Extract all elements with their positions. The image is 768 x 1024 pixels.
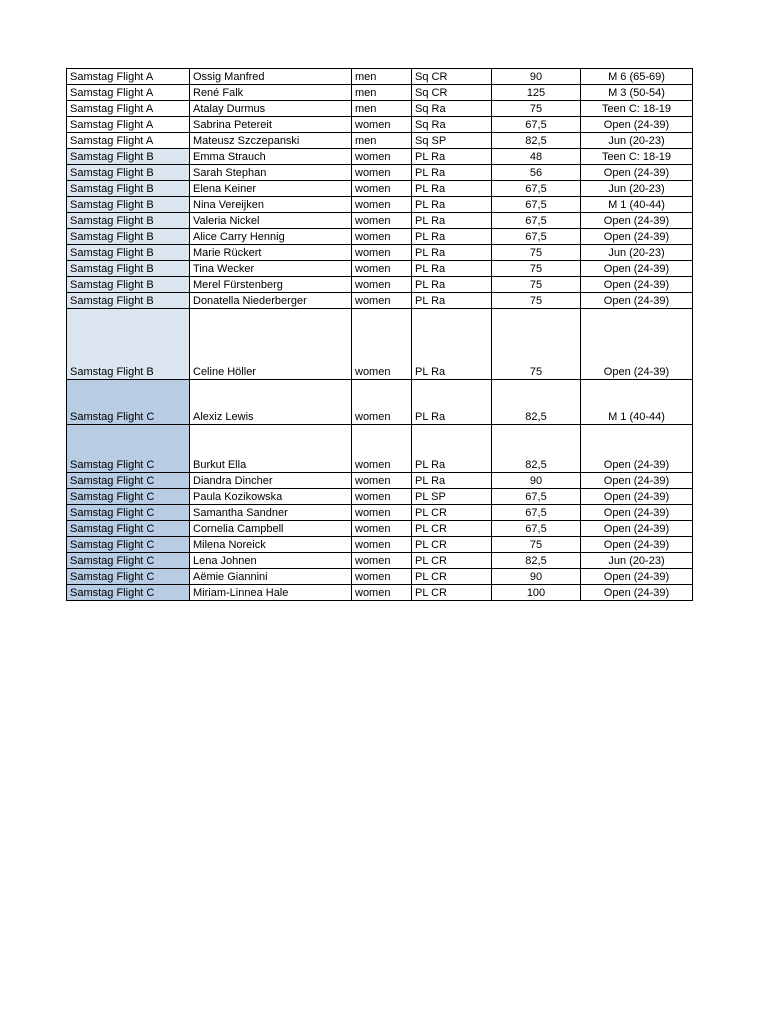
athlete-name-cell: Ossig Manfred [190, 69, 352, 85]
gender-cell: women [352, 425, 412, 473]
weight-class-cell: 67,5 [492, 117, 581, 133]
athlete-name-cell: Nina Vereijken [190, 197, 352, 213]
gender-cell: women [352, 521, 412, 537]
gender-cell: women [352, 585, 412, 601]
table-row [67, 521, 693, 537]
gender-cell: men [352, 85, 412, 101]
event-cell: PL Ra [412, 149, 492, 165]
flight-cell: Samstag Flight C [67, 473, 190, 489]
athlete-name-cell: Mateusz Szczepanski [190, 133, 352, 149]
table-row [67, 425, 693, 473]
weight-class-cell: 90 [492, 569, 581, 585]
athlete-name-cell: Aëmie Giannini [190, 569, 352, 585]
event-cell: PL Ra [412, 213, 492, 229]
event-cell: PL CR [412, 585, 492, 601]
flight-cell: Samstag Flight C [67, 537, 190, 553]
event-cell: PL Ra [412, 293, 492, 309]
event-cell: PL CR [412, 521, 492, 537]
table-row [67, 133, 693, 149]
flight-cell: Samstag Flight B [67, 165, 190, 181]
gender-cell: men [352, 133, 412, 149]
age-category-cell: Open (24-39) [581, 261, 693, 277]
weight-class-cell: 90 [492, 69, 581, 85]
gender-cell: women [352, 213, 412, 229]
age-category-cell: M 1 (40-44) [581, 197, 693, 213]
event-cell: PL CR [412, 537, 492, 553]
flight-cell: Samstag Flight B [67, 277, 190, 293]
gender-cell: men [352, 101, 412, 117]
athlete-name-cell: Donatella Niederberger [190, 293, 352, 309]
weight-class-cell: 75 [492, 293, 581, 309]
flight-cell: Samstag Flight A [67, 101, 190, 117]
gender-cell: women [352, 473, 412, 489]
gender-cell: women [352, 229, 412, 245]
age-category-cell: Open (24-39) [581, 229, 693, 245]
weight-class-cell: 67,5 [492, 213, 581, 229]
gender-cell: women [352, 165, 412, 181]
gender-cell: women [352, 537, 412, 553]
weight-class-cell: 67,5 [492, 181, 581, 197]
event-cell: Sq CR [412, 85, 492, 101]
weight-class-cell: 67,5 [492, 521, 581, 537]
age-category-cell: Jun (20-23) [581, 181, 693, 197]
weight-class-cell: 100 [492, 585, 581, 601]
athlete-name-cell: René Falk [190, 85, 352, 101]
flight-cell: Samstag Flight B [67, 309, 190, 380]
event-cell: PL CR [412, 569, 492, 585]
athlete-name-cell: Alexiz Lewis [190, 380, 352, 425]
weight-class-cell: 75 [492, 101, 581, 117]
flight-cell: Samstag Flight B [67, 229, 190, 245]
table-body [67, 69, 693, 601]
table-row [67, 149, 693, 165]
athlete-name-cell: Sabrina Petereit [190, 117, 352, 133]
gender-cell: women [352, 553, 412, 569]
table-row [67, 213, 693, 229]
age-category-cell: Open (24-39) [581, 213, 693, 229]
flight-cell: Samstag Flight B [67, 293, 190, 309]
event-cell: Sq Ra [412, 101, 492, 117]
gender-cell: women [352, 245, 412, 261]
event-cell: Sq Ra [412, 117, 492, 133]
gender-cell: women [352, 309, 412, 380]
flight-cell: Samstag Flight B [67, 149, 190, 165]
flight-cell: Samstag Flight B [67, 261, 190, 277]
athlete-name-cell: Samantha Sandner [190, 505, 352, 521]
event-cell: PL Ra [412, 197, 492, 213]
event-cell: PL SP [412, 489, 492, 505]
flight-cell: Samstag Flight A [67, 69, 190, 85]
table-row [67, 489, 693, 505]
weight-class-cell: 75 [492, 261, 581, 277]
flight-cell: Samstag Flight C [67, 380, 190, 425]
flight-cell: Samstag Flight C [67, 425, 190, 473]
weight-class-cell: 90 [492, 473, 581, 489]
weight-class-cell: 67,5 [492, 197, 581, 213]
weight-class-cell: 75 [492, 277, 581, 293]
flight-cell: Samstag Flight B [67, 213, 190, 229]
event-cell: PL Ra [412, 277, 492, 293]
athlete-name-cell: Lena Johnen [190, 553, 352, 569]
table-row [67, 277, 693, 293]
age-category-cell: M 1 (40-44) [581, 380, 693, 425]
age-category-cell: Open (24-39) [581, 277, 693, 293]
athlete-name-cell: Paula Kozikowska [190, 489, 352, 505]
table-row [67, 537, 693, 553]
athlete-name-cell: Milena Noreick [190, 537, 352, 553]
age-category-cell: Teen C: 18-19 [581, 149, 693, 165]
table-row [67, 85, 693, 101]
flight-cell: Samstag Flight B [67, 181, 190, 197]
age-category-cell: Open (24-39) [581, 473, 693, 489]
event-cell: PL Ra [412, 229, 492, 245]
gender-cell: women [352, 181, 412, 197]
weight-class-cell: 82,5 [492, 380, 581, 425]
gender-cell: women [352, 149, 412, 165]
age-category-cell: M 6 (65-69) [581, 69, 693, 85]
event-cell: PL Ra [412, 165, 492, 181]
table-row [67, 293, 693, 309]
age-category-cell: Open (24-39) [581, 117, 693, 133]
flight-cell: Samstag Flight C [67, 505, 190, 521]
table-row [67, 165, 693, 181]
event-cell: PL Ra [412, 181, 492, 197]
athlete-name-cell: Alice Carry Hennig [190, 229, 352, 245]
weight-class-cell: 67,5 [492, 489, 581, 505]
weight-class-cell: 82,5 [492, 553, 581, 569]
table-row [67, 117, 693, 133]
gender-cell: women [352, 197, 412, 213]
gender-cell: men [352, 69, 412, 85]
athlete-name-cell: Cornelia Campbell [190, 521, 352, 537]
gender-cell: women [352, 569, 412, 585]
weight-class-cell: 56 [492, 165, 581, 181]
athlete-name-cell: Emma Strauch [190, 149, 352, 165]
athlete-name-cell: Tina Wecker [190, 261, 352, 277]
flight-cell: Samstag Flight A [67, 85, 190, 101]
athlete-name-cell: Merel Fürstenberg [190, 277, 352, 293]
event-cell: Sq CR [412, 69, 492, 85]
athlete-name-cell: Elena Keiner [190, 181, 352, 197]
athlete-name-cell: Celine Höller [190, 309, 352, 380]
table-row [67, 505, 693, 521]
age-category-cell: Teen C: 18-19 [581, 101, 693, 117]
weight-class-cell: 75 [492, 537, 581, 553]
event-cell: PL Ra [412, 245, 492, 261]
event-cell: PL CR [412, 505, 492, 521]
flight-roster-table [66, 68, 693, 601]
athlete-name-cell: Miriam-Linnea Hale [190, 585, 352, 601]
age-category-cell: Open (24-39) [581, 569, 693, 585]
gender-cell: women [352, 380, 412, 425]
age-category-cell: Open (24-39) [581, 585, 693, 601]
gender-cell: women [352, 293, 412, 309]
age-category-cell: Open (24-39) [581, 309, 693, 380]
age-category-cell: Jun (20-23) [581, 553, 693, 569]
flight-cell: Samstag Flight C [67, 489, 190, 505]
athlete-name-cell: Diandra Dincher [190, 473, 352, 489]
age-category-cell: Open (24-39) [581, 425, 693, 473]
table-row [67, 197, 693, 213]
weight-class-cell: 48 [492, 149, 581, 165]
gender-cell: women [352, 505, 412, 521]
event-cell: PL CR [412, 553, 492, 569]
athlete-name-cell: Atalay Durmus [190, 101, 352, 117]
age-category-cell: Open (24-39) [581, 489, 693, 505]
table-row [67, 69, 693, 85]
table-row [67, 261, 693, 277]
flight-cell: Samstag Flight A [67, 117, 190, 133]
gender-cell: women [352, 277, 412, 293]
flight-cell: Samstag Flight C [67, 521, 190, 537]
event-cell: PL Ra [412, 309, 492, 380]
flight-cell: Samstag Flight B [67, 245, 190, 261]
event-cell: PL Ra [412, 473, 492, 489]
table-row [67, 473, 693, 489]
table-row [67, 101, 693, 117]
table-row [67, 181, 693, 197]
flight-cell: Samstag Flight C [67, 585, 190, 601]
event-cell: PL Ra [412, 261, 492, 277]
gender-cell: women [352, 489, 412, 505]
table-row [67, 229, 693, 245]
flight-cell: Samstag Flight C [67, 553, 190, 569]
weight-class-cell: 67,5 [492, 229, 581, 245]
weight-class-cell: 67,5 [492, 505, 581, 521]
flight-cell: Samstag Flight B [67, 197, 190, 213]
age-category-cell: Jun (20-23) [581, 133, 693, 149]
event-cell: Sq SP [412, 133, 492, 149]
event-cell: PL Ra [412, 380, 492, 425]
age-category-cell: Open (24-39) [581, 293, 693, 309]
weight-class-cell: 82,5 [492, 133, 581, 149]
athlete-name-cell: Marie Rückert [190, 245, 352, 261]
athlete-name-cell: Valeria Nickel [190, 213, 352, 229]
athlete-name-cell: Burkut Ella [190, 425, 352, 473]
age-category-cell: Open (24-39) [581, 537, 693, 553]
weight-class-cell: 82,5 [492, 425, 581, 473]
athlete-name-cell: Sarah Stephan [190, 165, 352, 181]
event-cell: PL Ra [412, 425, 492, 473]
age-category-cell: Jun (20-23) [581, 245, 693, 261]
weight-class-cell: 125 [492, 85, 581, 101]
flight-cell: Samstag Flight A [67, 133, 190, 149]
table-row [67, 245, 693, 261]
flight-cell: Samstag Flight C [67, 569, 190, 585]
age-category-cell: Open (24-39) [581, 165, 693, 181]
age-category-cell: Open (24-39) [581, 505, 693, 521]
gender-cell: women [352, 117, 412, 133]
table-row [67, 380, 693, 425]
weight-class-cell: 75 [492, 309, 581, 380]
age-category-cell: M 3 (50-54) [581, 85, 693, 101]
table-row [67, 585, 693, 601]
table-row [67, 569, 693, 585]
gender-cell: women [352, 261, 412, 277]
age-category-cell: Open (24-39) [581, 521, 693, 537]
table-row [67, 553, 693, 569]
table-row [67, 309, 693, 380]
weight-class-cell: 75 [492, 245, 581, 261]
